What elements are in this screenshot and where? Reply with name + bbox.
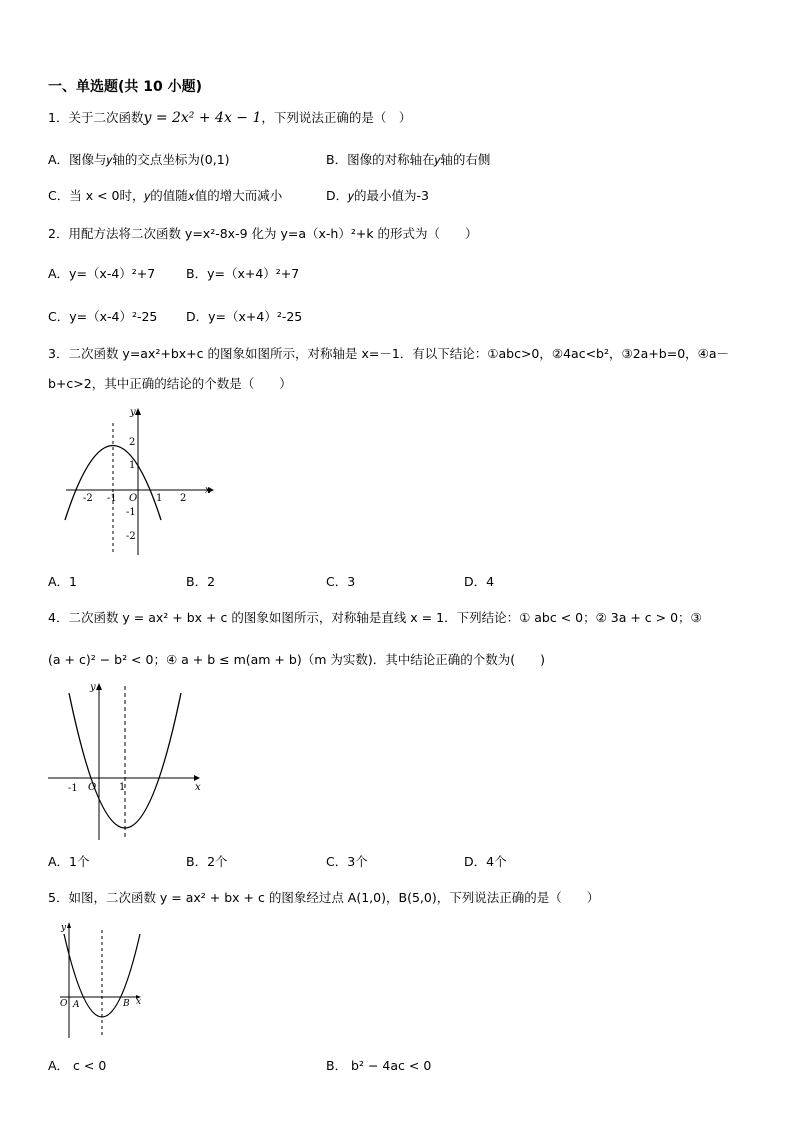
q1-prefix: 1．关于二次函数 xyxy=(48,110,144,125)
q2-option-d[interactable]: D．y=（x+4）²-25 xyxy=(186,309,303,324)
q5-option-a[interactable]: A． c < 0 xyxy=(48,1058,107,1073)
q3-y-arrow xyxy=(135,408,141,415)
q3-y-label: y xyxy=(130,407,136,418)
q4-x-label: x xyxy=(195,782,201,793)
q4-option-c[interactable]: C．3个 xyxy=(326,854,368,869)
section-title: 一、单选题(共 10 小题) xyxy=(48,79,203,95)
question-5-stem: 5．如图，二次函数 y = ax² + bx + c 的图象经过点 A(1,0)，B(5,0)，下列说法正确的是（ ） xyxy=(48,890,600,905)
q4-x-tick-neg1: -1 xyxy=(68,783,78,794)
q4-y-arrow xyxy=(96,683,102,690)
q1-option-b[interactable]: B．图像的对称轴在𝑦轴的右侧 xyxy=(326,152,491,167)
q3-origin-label: O xyxy=(129,493,138,504)
q3-option-d[interactable]: D．4 xyxy=(464,574,495,589)
q4-option-a[interactable]: A．1个 xyxy=(48,854,90,869)
q5-y-arrow xyxy=(67,922,71,928)
q3-option-c[interactable]: C．3 xyxy=(326,574,356,589)
question-4-stem-line1: 4．二次函数 y = ax² + bx + c 的图象如图所示，对称轴是直线 x = 1．下列结论：① abc < 0；② 3a + c > 0；③ xyxy=(48,610,702,625)
q3-y-tick-neg1: -1 xyxy=(126,507,136,518)
q1-option-d[interactable]: D．𝑦的最小值为-3 xyxy=(326,188,429,203)
question-1-stem xyxy=(48,108,411,126)
question-3-stem-line2: b+c>2，其中正确的结论的个数是（ ） xyxy=(48,376,292,391)
q5-origin-label: O xyxy=(60,999,68,1009)
q4-x-tick-1: 1 xyxy=(119,782,126,793)
q4-option-d[interactable]: D．4个 xyxy=(464,854,507,869)
question-2-stem: 2．用配方法将二次函数 y=x²-8x-9 化为 y=a（x-h）²+k 的形式为（ ） xyxy=(48,226,478,241)
q3-x-tick-neg2: -2 xyxy=(83,493,93,504)
q2-option-c[interactable]: C．y=（x-4）²-25 xyxy=(48,309,158,324)
q1-expression: y = 2x² + 4x − 1 xyxy=(143,110,262,126)
q5-y-label: y xyxy=(61,923,67,933)
q3-x-tick-1: 1 xyxy=(156,493,163,504)
q2-option-a[interactable]: A．y=（x-4）²+7 xyxy=(48,266,156,281)
q1-option-c[interactable]: C．当 x < 0时，𝑦的值随𝑥值的增大而减小 xyxy=(48,188,283,203)
question-3-stem-line1: 3．二次函数 y=ax²+bx+c 的图象如图所示，对称轴是 x=－1．有以下结论：①abc>0，②4ac<b²，③2a+b=0，④a－ xyxy=(48,346,730,361)
q4-parabola-graph xyxy=(44,678,214,843)
q3-x-tick-neg1: -1 xyxy=(107,493,117,504)
q4-y-label: y xyxy=(90,682,96,693)
q5-point-b-label: B xyxy=(123,999,130,1009)
q3-y-tick-1: 1 xyxy=(129,460,136,471)
q3-x-label: x xyxy=(205,485,211,496)
q4-origin-label: O xyxy=(88,782,97,793)
q4-x-arrow xyxy=(194,775,200,781)
q3-option-b[interactable]: B．2 xyxy=(186,574,216,589)
q1-option-a[interactable]: A．图像与𝑦轴的交点坐标为(0,1) xyxy=(48,152,230,167)
q3-option-a[interactable]: A．1 xyxy=(48,574,78,589)
q1-suffix: ，下列说法正确的是（ ） xyxy=(261,110,412,125)
q5-x-label: x xyxy=(136,997,142,1007)
q5-parabola-graph xyxy=(56,920,151,1040)
q3-y-tick-2: 2 xyxy=(129,437,136,448)
q3-y-tick-neg2: -2 xyxy=(126,531,136,542)
q4-option-b[interactable]: B．2个 xyxy=(186,854,228,869)
q2-option-b[interactable]: B．y=（x+4）²+7 xyxy=(186,266,300,281)
q3-parabola-graph xyxy=(60,405,220,560)
q5-point-a-label: A xyxy=(73,1000,80,1010)
question-4-stem-line2: (a + c)² − b² < 0；④ a + b ≤ m(am + b)（m 为实数)．其中结论正确的个数为( ) xyxy=(48,652,545,667)
q5-option-b[interactable]: B． b² − 4ac < 0 xyxy=(326,1058,432,1073)
q3-x-tick-2: 2 xyxy=(180,493,187,504)
